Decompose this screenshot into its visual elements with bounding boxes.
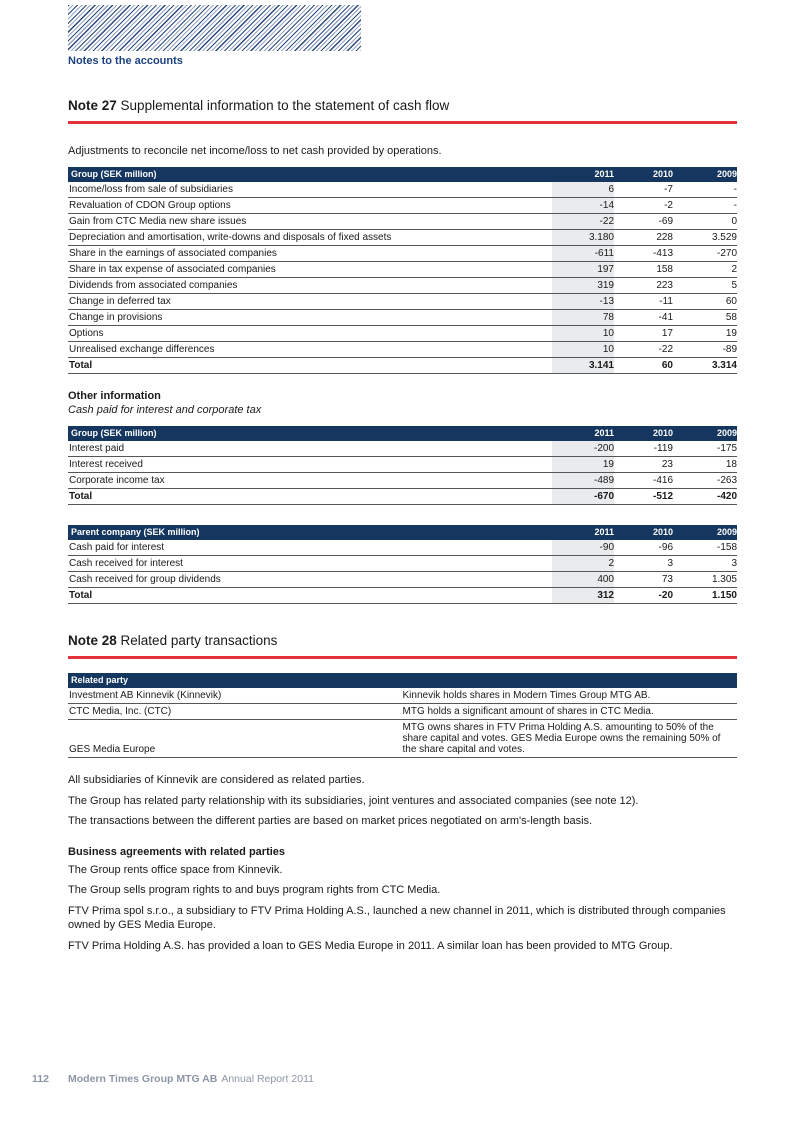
value-2009: 19	[725, 328, 737, 339]
footer-page-number: 112	[32, 1073, 49, 1085]
table-row	[68, 441, 737, 457]
hatch-pattern-graphic	[68, 5, 361, 51]
row-label: Depreciation and amortisation, write-downs and disposals of fixed assets	[69, 232, 392, 243]
value-2009: -175	[716, 443, 737, 454]
total-2011: 3.141	[552, 358, 614, 374]
value-2009: -	[733, 184, 737, 195]
related-party-name: Investment AB Kinnevik (Kinnevik)	[69, 690, 222, 701]
row-label: Cash paid for interest	[69, 542, 165, 553]
value-2010: -22	[658, 344, 673, 355]
row-label: Gain from CTC Media new share issues	[69, 216, 247, 227]
total-label: Total	[69, 590, 93, 601]
row-label: Options	[69, 328, 104, 339]
footer-company-name: Modern Times Group MTG AB	[68, 1073, 218, 1085]
value-2010: -2	[664, 200, 673, 211]
value-2011: 3.180	[552, 230, 614, 246]
row-label: Interest received	[69, 459, 143, 470]
value-2010: -69	[658, 216, 673, 227]
table-header-label: Group (SEK million)	[71, 428, 157, 438]
total-2010: -20	[658, 590, 673, 601]
value-2011: -14	[552, 198, 614, 214]
parent-company-table	[68, 525, 737, 604]
interest-tax-table	[68, 426, 737, 505]
table-header-year-2010: 2010	[652, 527, 673, 537]
table-row	[68, 704, 737, 720]
table-header-year-2009: 2009	[716, 428, 737, 438]
note27-title: Supplemental information to the statement of cash flow	[120, 98, 450, 113]
total-2009: 3.314	[711, 360, 737, 371]
value-2011: -22	[552, 214, 614, 230]
table-row	[68, 473, 737, 489]
table-header-label: Group (SEK million)	[71, 169, 157, 179]
value-2009: 1.305	[711, 574, 737, 585]
page-content	[68, 0, 737, 959]
note28-number: Note 28	[68, 633, 117, 648]
table-header-year-2009: 2009	[716, 169, 737, 179]
table-row	[68, 310, 737, 326]
table-row	[68, 294, 737, 310]
value-2011: 10	[552, 342, 614, 358]
value-2011: 319	[552, 278, 614, 294]
table-row	[68, 278, 737, 294]
related-party-description: MTG holds a significant amount of shares in CTC Media.	[402, 706, 654, 717]
value-2011: -200	[552, 441, 614, 457]
section-label: Notes to the accounts	[68, 55, 183, 67]
business-agreements-paragraphs	[68, 863, 737, 954]
note27-number: Note 27	[68, 98, 117, 113]
value-2011: -90	[552, 540, 614, 556]
value-2011: 19	[552, 457, 614, 473]
value-2009: 58	[725, 312, 737, 323]
table-row	[68, 342, 737, 358]
table-header-row	[68, 167, 737, 182]
table-header-label: Related party	[71, 675, 129, 685]
note28-title: Related party transactions	[120, 633, 278, 648]
related-party-name: CTC Media, Inc. (CTC)	[69, 706, 172, 717]
total-2009: 1.150	[711, 590, 737, 601]
table-header-year-2011: 2011	[594, 428, 614, 438]
row-label: Income/loss from sale of subsidiaries	[69, 184, 233, 195]
table-header-row	[68, 426, 737, 441]
value-2011: -611	[552, 246, 614, 262]
row-label: Change in provisions	[69, 312, 163, 323]
related-party-name: GES Media Europe	[69, 744, 156, 755]
related-party-description: Kinnevik holds shares in Modern Times Group MTG AB.	[402, 690, 651, 701]
row-label: Unrealised exchange differences	[69, 344, 215, 355]
paragraph: The transactions between the different parties are based on market prices negotiated on arm's-length basis.	[68, 815, 593, 827]
total-2009: -420	[716, 491, 737, 502]
row-label: Interest paid	[69, 443, 125, 454]
value-2011: 197	[552, 262, 614, 278]
row-label: Revaluation of CDON Group options	[69, 200, 231, 211]
value-2009: 2	[731, 264, 737, 275]
value-2009: 3.529	[711, 232, 737, 243]
value-2010: 228	[656, 232, 673, 243]
value-2010: -96	[658, 542, 673, 553]
note27-heading	[68, 98, 737, 124]
table-row	[68, 262, 737, 278]
total-2010: -512	[652, 491, 673, 502]
value-2009: -270	[716, 248, 737, 259]
row-label: Change in deferred tax	[69, 296, 171, 307]
value-2009: -	[733, 200, 737, 211]
paragraph: FTV Prima spol s.r.o., a subsidiary to FTV Prima Holding A.S., launched a new channel in 2011, which is distributed through companies owned by GES Media Europe.	[68, 904, 726, 931]
paragraph: The Group has related party relationship with its subsidiaries, joint ventures and associated companies (see note 12).	[68, 794, 639, 807]
value-2010: 223	[656, 280, 673, 291]
value-2009: 5	[731, 280, 737, 291]
value-2009: 0	[731, 216, 737, 227]
note27-intro: Adjustments to reconcile net income/loss to net cash provided by operations.	[68, 145, 442, 157]
business-agreements-heading: Business agreements with related parties	[68, 845, 286, 858]
table-row	[68, 720, 737, 758]
other-information-heading: Other information	[68, 390, 161, 402]
total-label: Total	[69, 360, 93, 371]
value-2010: -416	[652, 475, 673, 486]
table-header-year-2011: 2011	[594, 527, 614, 537]
paragraph: FTV Prima Holding A.S. has provided a loan to GES Media Europe in 2011. A similar loan has been provided to MTG Group.	[68, 939, 673, 952]
value-2010: -11	[659, 296, 673, 307]
table-header-year-2011: 2011	[594, 169, 614, 179]
total-2011: -670	[552, 489, 614, 505]
value-2010: -119	[653, 443, 673, 454]
table-row	[68, 214, 737, 230]
note28-heading	[68, 633, 737, 659]
table-row	[68, 457, 737, 473]
total-2011: 312	[552, 588, 614, 604]
table-row	[68, 688, 737, 704]
table-row	[68, 572, 737, 588]
page-footer	[32, 1073, 314, 1086]
table-row	[68, 182, 737, 198]
related-party-table	[68, 673, 737, 758]
total-label: Total	[69, 491, 93, 502]
table-row	[68, 198, 737, 214]
value-2010: 3	[667, 558, 673, 569]
other-information-block	[68, 390, 737, 417]
value-2011: -13	[552, 294, 614, 310]
value-2009: 18	[725, 459, 737, 470]
related-party-paragraphs	[68, 773, 737, 829]
row-label: Corporate income tax	[69, 475, 165, 486]
table-total-row	[68, 489, 737, 505]
table-total-row	[68, 588, 737, 604]
value-2011: 2	[552, 556, 614, 572]
value-2009: -263	[716, 475, 737, 486]
table-row	[68, 540, 737, 556]
table-header-row	[68, 525, 737, 540]
table-row	[68, 246, 737, 262]
row-label: Share in tax expense of associated companies	[69, 264, 276, 275]
table-row	[68, 326, 737, 342]
table-row	[68, 556, 737, 572]
footer-report-name: Annual Report 2011	[221, 1073, 314, 1085]
value-2009: 60	[725, 296, 737, 307]
table-header-year-2009: 2009	[716, 527, 737, 537]
value-2010: 23	[661, 459, 673, 470]
value-2011: 78	[552, 310, 614, 326]
value-2010: 158	[656, 264, 673, 275]
table-total-row	[68, 358, 737, 374]
value-2009: 3	[731, 558, 737, 569]
table-row	[68, 230, 737, 246]
value-2011: 10	[552, 326, 614, 342]
row-label: Cash received for interest	[69, 558, 183, 569]
value-2009: -158	[716, 542, 737, 553]
value-2010: 17	[661, 328, 673, 339]
table-header-year-2010: 2010	[652, 428, 673, 438]
row-label: Cash received for group dividends	[69, 574, 221, 585]
table-header-row	[68, 673, 737, 688]
table-header-year-2010: 2010	[652, 169, 673, 179]
paragraph: The Group rents office space from Kinnevik.	[68, 863, 283, 876]
value-2010: -7	[664, 184, 673, 195]
related-party-description: MTG owns shares in FTV Prima Holding A.S. amounting to 50% of the share capital and votes. GES Media Europe owns the remaining 50% of the share capital and votes.	[402, 722, 721, 755]
value-2011: -489	[552, 473, 614, 489]
value-2009: -89	[722, 344, 737, 355]
table-header-label: Parent company (SEK million)	[71, 527, 200, 537]
paragraph: All subsidiaries of Kinnevik are considered as related parties.	[68, 774, 365, 786]
row-label: Dividends from associated companies	[69, 280, 238, 291]
other-information-subheading: Cash paid for interest and corporate tax	[68, 404, 262, 416]
paragraph: The Group sells program rights to and buys program rights from CTC Media.	[68, 884, 441, 896]
total-2010: 60	[661, 360, 673, 371]
value-2010: -41	[658, 312, 673, 323]
value-2011: 6	[552, 182, 614, 198]
value-2010: 73	[661, 574, 673, 585]
row-label: Share in the earnings of associated companies	[69, 248, 277, 259]
adjustments-table	[68, 167, 737, 374]
value-2010: -413	[652, 248, 673, 259]
value-2011: 400	[552, 572, 614, 588]
